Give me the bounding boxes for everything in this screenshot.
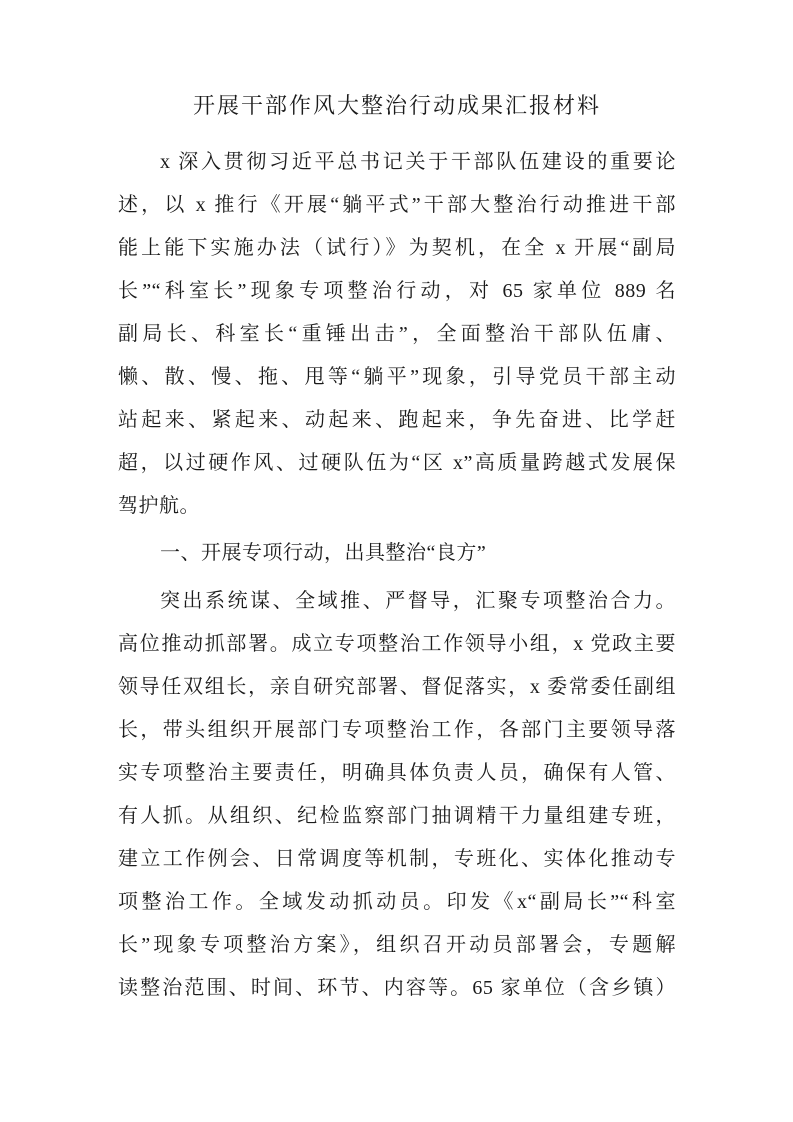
paragraph-1 — [118, 141, 676, 528]
text-line: 建立工作例会、日常调度等机制，专班化、实体化推动专 — [118, 848, 676, 870]
text-line: 实专项整治主要责任，明确具体负责人员，确保有人管、 — [118, 762, 676, 784]
text-line: 长，带头组织开展部门专项整治工作，各部门主要领导落 — [118, 719, 676, 741]
document-title: 开展干部作风大整治行动成果汇报材料 — [192, 93, 601, 118]
text-line: 驾护航。 — [118, 495, 200, 517]
text-line: x 深入贯彻习近平总书记关于干部队伍建设的重要论 — [160, 151, 676, 173]
text-line: 述，以 x 推行《开展“躺平式”干部大整治行动推进干部 — [118, 194, 676, 216]
section-heading: 一、开展专项行动，出具整治“良方” — [160, 542, 487, 564]
text-line: 突出系统谋、全域推、严督导，汇聚专项整治合力。 — [160, 590, 676, 612]
text-line: 长”现象专项整治方案》，组织召开动员部署会，专题解 — [118, 934, 676, 956]
text-line: 高位推动抓部署。成立专项整治工作领导小组，x 党政主要 — [118, 633, 676, 655]
text-line: 懒、散、慢、拖、甩等“躺平”现象，引导党员干部主动 — [118, 366, 676, 388]
text-line: 站起来、紧起来、动起来、跑起来，争先奋进、比学赶 — [118, 409, 676, 431]
text-line: 领导任双组长，亲自研究部署、督促落实，x 委常委任副组 — [118, 676, 676, 698]
text-line: 项整治工作。全域发动抓动员。印发《x“副局长”“科室 — [118, 891, 676, 913]
text-line: 长”“科室长”现象专项整治行动，对 65 家单位 889 名 — [118, 280, 676, 302]
paragraph-2 — [118, 580, 676, 1010]
text-line: 超，以过硬作风、过硬队伍为“区 x”高质量跨越式发展保 — [118, 452, 676, 474]
text-line: 副局长、科室长“重锤出击”，全面整治干部队伍庸、 — [118, 323, 676, 345]
text-line: 有人抓。从组织、纪检监察部门抽调精干力量组建专班， — [118, 805, 676, 827]
text-line: 能上能下实施办法（试行）》为契机，在全 x 开展“副局 — [118, 237, 676, 259]
text-line: 读整治范围、时间、环节、内容等。65 家单位（含乡镇） — [118, 977, 676, 999]
